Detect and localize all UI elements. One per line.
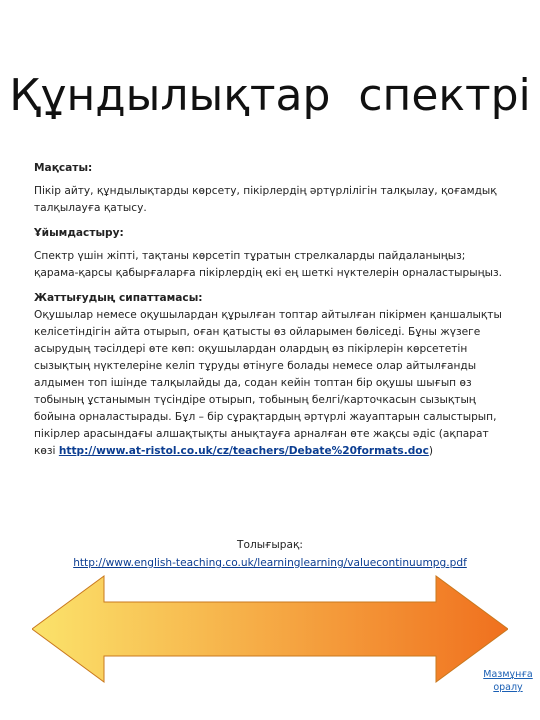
description-heading: Жаттығудың сипаттамасы: — [34, 292, 203, 304]
more-link[interactable]: http://www.english-teaching.co.uk/learninglearning/valuecontinuumpg.pdf — [73, 557, 467, 569]
description-paragraph — [34, 307, 504, 460]
description-close: ) — [428, 445, 433, 457]
more-label: Толығырақ: — [237, 539, 303, 551]
more-info — [0, 536, 540, 572]
back-to-contents-link[interactable]: Мазмұнға оралу — [483, 669, 533, 693]
description-text: Оқушылар немесе оқушылардан құрылған топтар айтылған пікірмен қаншалықты келісетіндігін айта отырып, оған қатысты өз ойларымен бөліседі. Бұны жүзеге асырудың тәсілдері өте көп: оқушылардан олардың өз пікірлерін көрсететін сызықтың нүктелеріне келіп тұруды өтінуге болады немесе олар айтылғанды алдымен топ ішінде талқылайды да, содан кейін топтан бір оқушы шығып өз тобының ұстанымын түсіндіре отырып, тобының белгі/карточкасын сызықтың бойына орналастырады. Бұл – бір сұрақтардың әртүрлі жауаптарын салыстырып, пікірлер арасындағы алшақтықты анықтауға арналған өте жақсы әдіс (ақпарат көзі — [34, 309, 502, 457]
organization-heading: Ұйымдастыру: — [34, 227, 124, 239]
page-title: Құндылықтар спектрі — [9, 70, 531, 121]
goal-text: Пікір айту, құндылықтарды көрсету, пікірлердің әртүрлілігін талқылау, қоғамдық талқылауға қатысу. — [34, 185, 497, 214]
source-link[interactable]: http://www.at-ristol.co.uk/cz/teachers/Debate%20formats.doc — [58, 445, 429, 457]
main-content — [34, 160, 504, 468]
organization-text: Спектр үшін жіпті, тақтаны көрсетіп тұратын стрелкаларды пайдаланыңыз; қарама-қарсы қабырғаларға пікірлердің екі ең шеткі нүктелерін орналастырыңыз. — [34, 250, 502, 279]
goal-heading: Мақсаты: — [34, 162, 93, 174]
double-arrow-icon — [32, 572, 508, 686]
